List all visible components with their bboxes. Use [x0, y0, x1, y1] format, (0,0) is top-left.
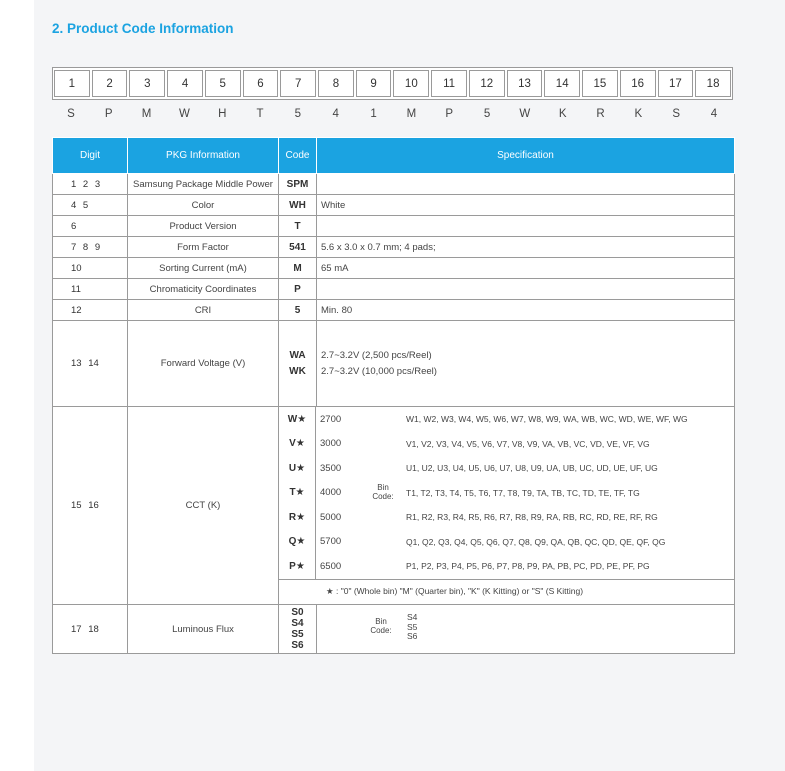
- digit-position: 7: [280, 70, 316, 97]
- cct-bins: W1, W2, W3, W4, W5, W6, W7, W8, W9, WA, WB, WC, WD, WE, WF, WG: [406, 414, 688, 425]
- digit-cell: 17 18: [53, 605, 128, 654]
- cct-entry: [279, 530, 734, 555]
- digit-position: 3: [129, 70, 165, 97]
- code-cell: P: [279, 279, 317, 300]
- code-letter: 4: [332, 108, 339, 120]
- pkg-cell: Forward Voltage (V): [128, 321, 279, 407]
- code-letter: S: [672, 108, 680, 120]
- cct-code: P★: [279, 554, 316, 579]
- spec-cell: 65 mA: [317, 258, 735, 279]
- table-row-forward-voltage: [53, 321, 735, 407]
- flux-bin: S6: [407, 631, 418, 641]
- digit-position: 15: [582, 70, 618, 97]
- pkg-cell: CCT (K): [128, 407, 279, 605]
- flux-code: S6: [291, 640, 304, 651]
- cct-bins: T1, T2, T3, T4, T5, T6, T7, T8, T9, TA, TB, TC, TD, TE, TF, TG: [406, 487, 640, 498]
- table-row: [53, 174, 735, 195]
- digit-position: 12: [469, 70, 505, 97]
- digit-cell: 10: [53, 258, 128, 279]
- pkg-cell: Color: [128, 195, 279, 216]
- cct-code: W★: [279, 407, 316, 432]
- fv-code-0: WA: [289, 349, 306, 361]
- code-letter: K: [634, 108, 643, 120]
- table-header-row: [53, 138, 735, 174]
- digit-cell: 15 16: [53, 407, 128, 605]
- digit-cell: 13 14: [53, 321, 128, 407]
- cct-value: 5700: [320, 536, 342, 548]
- digit-position: 2: [92, 70, 128, 97]
- code-letter: 5: [294, 108, 302, 120]
- cct-spec-cell: [279, 407, 735, 605]
- code-letter: P: [104, 108, 113, 120]
- flux-code: S0: [291, 607, 304, 618]
- header-pkg-information: PKG Information: [128, 138, 279, 174]
- code-letter: 4: [710, 108, 718, 120]
- digit-position: 13: [507, 70, 543, 97]
- flux-bin-list: [407, 613, 417, 642]
- code-letter-row: [52, 108, 733, 124]
- table-row-luminous-flux: [53, 605, 735, 654]
- digit-position: 5: [205, 70, 241, 97]
- cct-code: Q★: [279, 530, 316, 555]
- code-cell: 5: [279, 300, 317, 321]
- code-cell: T: [279, 216, 317, 237]
- code-letter: M: [141, 108, 152, 120]
- digit-position: 16: [620, 70, 656, 97]
- header-code: Code: [279, 138, 317, 174]
- cct-code: U★: [279, 456, 316, 481]
- digit-position: 9: [356, 70, 392, 97]
- product-code-table: [52, 137, 735, 654]
- table-row: [53, 195, 735, 216]
- cct-value: 2700: [320, 413, 342, 425]
- spec-cell: [317, 605, 735, 654]
- cct-entry: [279, 407, 734, 432]
- section-title: 2. Product Code Information: [52, 21, 234, 36]
- cct-bins: R1, R2, R3, R4, R5, R6, R7, R8, R9, RA, RB, RC, RD, RE, RF, RG: [406, 512, 658, 523]
- cct-note: ★ : "0" (Whole bin) "M" (Quarter bin), "K" (K Kitting) or "S" (S Kitting): [326, 586, 584, 597]
- cct-value: 5000: [320, 511, 342, 523]
- pkg-cell: Product Version: [128, 216, 279, 237]
- code-letter: S: [67, 108, 75, 120]
- code-letter: H: [218, 108, 227, 120]
- digit-position-row: [52, 67, 733, 100]
- header-specification: Specification: [317, 138, 735, 174]
- digit-position: 18: [695, 70, 731, 97]
- digit-cell: 11: [53, 279, 128, 300]
- table-row: [53, 300, 735, 321]
- cct-entry: [279, 505, 734, 530]
- code-letter: 5: [483, 108, 491, 120]
- pkg-cell: Samsung Package Middle Power: [128, 174, 279, 195]
- cct-bins: V1, V2, V3, V4, V5, V6, V7, V8, V9, VA, VB, VC, VD, VE, VF, VG: [406, 438, 650, 449]
- flux-bin: S4: [407, 612, 418, 622]
- cct-entry: [279, 432, 734, 457]
- flux-code: S4: [291, 618, 304, 629]
- cct-entry: [279, 481, 734, 506]
- pkg-cell: CRI: [128, 300, 279, 321]
- cct-value: 3500: [320, 462, 342, 474]
- cct-entry: [279, 554, 734, 579]
- cct-bins: Q1, Q2, Q3, Q4, Q5, Q6, Q7, Q8, Q9, QA, QB, QC, QD, QE, QF, QG: [406, 536, 666, 547]
- pkg-cell: Chromaticity Coordinates: [128, 279, 279, 300]
- code-letter: M: [406, 108, 417, 120]
- cct-entries: [279, 407, 734, 579]
- spec-cell: [317, 174, 735, 195]
- code-cell: [279, 605, 317, 654]
- code-cell: SPM: [279, 174, 317, 195]
- code-cell: [279, 321, 317, 407]
- digit-position: 11: [431, 70, 467, 97]
- cct-value: 4000: [320, 487, 342, 499]
- document-sheet: [34, 0, 785, 771]
- cct-note-row: [279, 579, 734, 605]
- code-letter: K: [558, 108, 567, 120]
- cct-code: R★: [279, 505, 316, 530]
- table-row: [53, 237, 735, 258]
- spec-cell: 5.6 x 3.0 x 0.7 mm; 4 pads;: [317, 237, 735, 258]
- fv-spec-0: 2.7~3.2V (2,500 pcs/Reel): [321, 349, 432, 361]
- fv-spec-1: 2.7~3.2V (10,000 pcs/Reel): [321, 365, 437, 377]
- digit-cell: 12: [53, 300, 128, 321]
- digit-position: 1: [54, 70, 90, 97]
- fv-code-1: WK: [289, 365, 306, 377]
- table-row-cct: [53, 407, 735, 605]
- spec-cell: White: [317, 195, 735, 216]
- cct-bins: U1, U2, U3, U4, U5, U6, U7, U8, U9, UA, UB, UC, UD, UE, UF, UG: [406, 463, 658, 474]
- table-body: [53, 174, 735, 654]
- flux-code: S5: [291, 629, 304, 640]
- spec-cell: [317, 216, 735, 237]
- code-cell: WH: [279, 195, 317, 216]
- digit-position: 6: [243, 70, 279, 97]
- pkg-cell: Sorting Current (mA): [128, 258, 279, 279]
- digit-position: 4: [167, 70, 203, 97]
- pkg-cell: Luminous Flux: [128, 605, 279, 654]
- code-letter: P: [445, 108, 454, 120]
- table-row: [53, 258, 735, 279]
- digit-position: 14: [544, 70, 580, 97]
- digit-position: 8: [318, 70, 354, 97]
- cct-entry: [279, 456, 734, 481]
- digit-position: 17: [658, 70, 694, 97]
- cct-bin-label: Bin Code:: [372, 483, 394, 501]
- digit-cell: 4 5: [53, 195, 128, 216]
- digit-position: 10: [393, 70, 429, 97]
- digit-cell: 6: [53, 216, 128, 237]
- cct-value: 3000: [320, 438, 342, 450]
- pkg-cell: Form Factor: [128, 237, 279, 258]
- spec-cell: Min. 80: [317, 300, 735, 321]
- table-row: [53, 216, 735, 237]
- code-cell: 541: [279, 237, 317, 258]
- cct-value: 6500: [320, 560, 342, 572]
- header-digit: Digit: [53, 138, 128, 174]
- code-letter: W: [519, 108, 531, 120]
- code-letter: R: [596, 108, 605, 120]
- cct-bins: P1, P2, P3, P4, P5, P6, P7, P8, P9, PA, PB, PC, PD, PE, PF, PG: [406, 561, 650, 572]
- flux-bin-label: Bin Code:: [370, 617, 392, 635]
- spec-cell: [317, 321, 735, 407]
- digit-cell: 7 8 9: [53, 237, 128, 258]
- flux-bin: S5: [407, 621, 418, 632]
- code-letter: T: [256, 108, 264, 120]
- spec-cell: [317, 279, 735, 300]
- code-cell: M: [279, 258, 317, 279]
- cct-code: V★: [279, 432, 316, 457]
- flux-code-list: [279, 607, 316, 651]
- code-letter: 1: [370, 108, 377, 120]
- cct-code: T★: [279, 481, 316, 506]
- digit-cell: 1 2 3: [53, 174, 128, 195]
- code-letter: W: [178, 108, 190, 120]
- table-row: [53, 279, 735, 300]
